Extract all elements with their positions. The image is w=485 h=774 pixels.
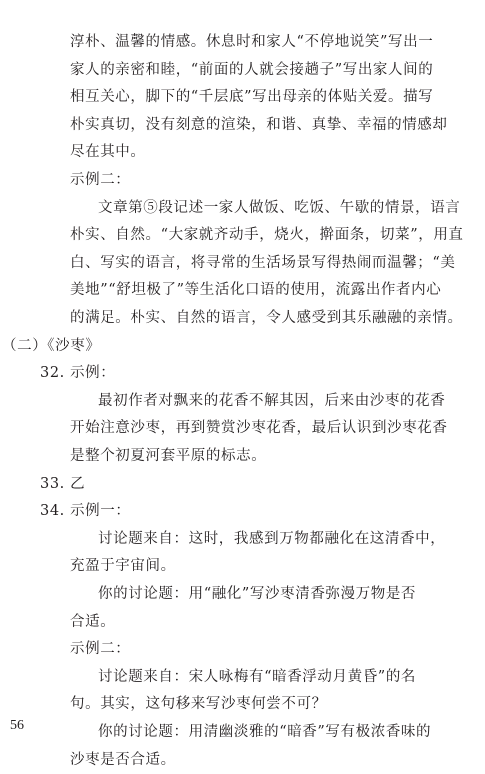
question-number: 33. 乙 — [40, 475, 86, 492]
text-line: 朴实真切，没有刻意的渲染，和谐、真挚、幸福的情感却 — [70, 116, 448, 133]
text-line: 尽在其中。 — [70, 144, 146, 161]
text-line: 你的讨论题：用“融化”写沙枣清香弥漫万物是否 — [98, 586, 417, 602]
question-number: 32. 示例： — [40, 365, 116, 382]
text-line: 是整个初夏河套平原的标志。 — [70, 448, 267, 464]
text-line: 美地”“舒坦极了”等生活化口语的使用，流露出作者内心 — [70, 282, 442, 299]
text-line: 最初作者对飘来的花香不解其因，后来由沙枣的花香 — [98, 392, 446, 409]
page-number: 56 — [10, 718, 24, 733]
text-line: 开始注意沙枣，再到赞赏沙枣花香，最后认识到沙枣花香 — [70, 420, 448, 437]
question-number: 34. 示例一： — [40, 503, 131, 520]
text-line: 淳朴、温馨的情感。休息时和家人“不停地说笑”写出一 — [70, 34, 434, 50]
example-heading: 示例二： — [70, 641, 131, 658]
text-line: 文章第⑤段记述一家人做饭、吃饭、午歇的情景，语言 — [98, 199, 461, 216]
text-line: 讨论题来自：宋人咏梅有“暗香浮动月黄昏”的名 — [98, 668, 417, 685]
text-line: 合适。 — [70, 613, 116, 630]
text-line: 充盈于宇宙间。 — [70, 558, 176, 575]
text-line: 你的讨论题：用清幽淡雅的“暗香”写有极浓香味的 — [98, 724, 432, 740]
text-line: 朴实、自然。“大家就齐动手，烧火，擀面条，切菜”，用直 — [70, 227, 464, 244]
section-heading: （二）《沙枣》 — [2, 337, 101, 354]
text-line: 相互关心，脚下的“千层底”写出母亲的体贴关爱。描写 — [70, 89, 434, 106]
example-heading: 示例二： — [70, 172, 131, 188]
text-line: 白、写实的语言，将寻常的生活场景写得热闹而温馨；“美 — [70, 254, 456, 271]
text-line: 句。其实，这句移来写沙枣何尝不可？ — [70, 696, 327, 713]
text-line: 讨论题来自：这时，我感到万物都融化在这清香中， — [98, 530, 446, 547]
text-line: 家人的亲密和睦，“前面的人就会接趟子”写出家人间的 — [70, 61, 434, 78]
text-line: 沙枣是否合适。 — [70, 751, 176, 768]
text-line: 的满足。朴实、自然的语言，令人感受到其乐融融的亲情。 — [70, 310, 463, 326]
